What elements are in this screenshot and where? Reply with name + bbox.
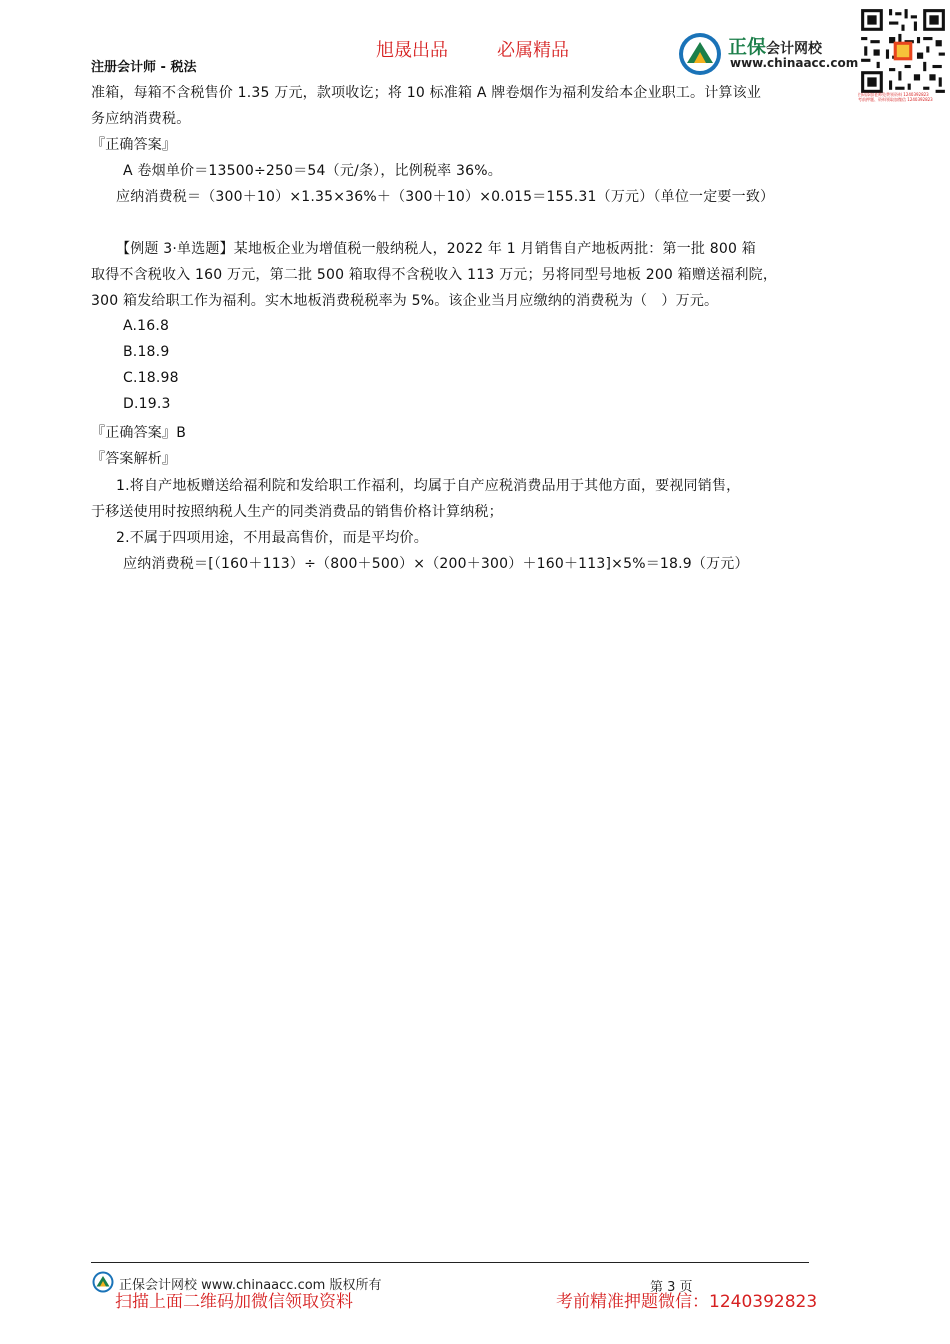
- analysis-label: 『答案解析』: [91, 451, 177, 467]
- example-question-line: 取得不含税收入 160 万元，第二批 500 箱取得不含税收入 113 万元；另将同型号地板 200 箱赠送福利院，: [91, 267, 778, 283]
- qr-note-2: 考前押题、资料领取加微信 1240392823: [858, 97, 933, 102]
- paragraph-line: 准箱，每箱不含税售价 1.35 万元，款项收讫；将 10 标准箱 A 牌卷烟作为福利发给本企业职工。计算该业: [91, 85, 762, 101]
- footer-logo-icon: [92, 1271, 114, 1293]
- analysis-line: 2.不属于四项用途，不用最高售价，而是平均价。: [116, 530, 428, 546]
- footer-divider: [91, 1262, 809, 1263]
- qr-notes: [858, 92, 933, 102]
- page-number: 第 3 页: [650, 1280, 693, 1295]
- analysis-formula: 应纳消费税＝[（160＋113）÷（800＋500）×（200＋300）＋160＋113]×5%＝18.9（万元）: [123, 556, 749, 572]
- analysis-line: 于移送使用时按照纳税人生产的同类消费品的销售价格计算纳税；: [91, 504, 503, 520]
- brand-logo: [678, 28, 858, 76]
- option-c: C.18.98: [123, 370, 179, 386]
- brand-url: www.chinaacc.com: [730, 56, 859, 70]
- slogan-right: 必属精品: [497, 40, 569, 61]
- option-d: D.19.3: [123, 396, 171, 412]
- course-title: 注册会计师 - 税法: [91, 60, 197, 75]
- analysis-line: 1.将自产地板赠送给福利院和发给职工作福利，均属于自产应税消费品用于其他方面，要视同销售，: [116, 478, 741, 494]
- example-question-line: 300 箱发给职工作为福利。实木地板消费税税率为 5%。该企业当月应缴纳的消费税为（ ）万元。: [91, 293, 719, 309]
- calc-line: A 卷烟单价＝13500÷250＝54（元/条），比例税率 36%。: [123, 163, 502, 179]
- footer-promo-right: 考前精准押题微信：1240392823: [556, 1292, 818, 1312]
- example-question-line: 【例题 3·单选题】某地板企业为增值税一般纳税人，2022 年 1 月销售自产地板两批：第一批 800 箱: [116, 241, 756, 257]
- qr-code-icon[interactable]: [858, 6, 948, 96]
- brand-name-sub: 会计网校: [766, 41, 823, 57]
- footer-promo-left: 扫描上面二维码加微信领取资料: [115, 1292, 353, 1312]
- qr-note-1: 扫码添加老师免费领资料 1240392823: [858, 92, 929, 97]
- option-a: A.16.8: [123, 318, 170, 334]
- footer-copyright: 正保会计网校 www.chinaacc.com 版权所有: [119, 1278, 382, 1293]
- slogan-left: 旭晟出品: [376, 40, 448, 61]
- paragraph-line: 务应纳消费税。: [91, 111, 191, 127]
- answer-label: 『正确答案』: [91, 137, 177, 153]
- correct-answer: 『正确答案』B: [91, 425, 187, 441]
- brand-logo-icon: [678, 32, 722, 76]
- calc-line: 应纳消费税＝（300＋10）×1.35×36%＋（300＋10）×0.015＝155.31（万元）（单位一定要一致）: [116, 189, 775, 205]
- brand-name: [728, 32, 822, 59]
- option-b: B.18.9: [123, 344, 170, 360]
- brand-name-main: 正保: [728, 36, 767, 58]
